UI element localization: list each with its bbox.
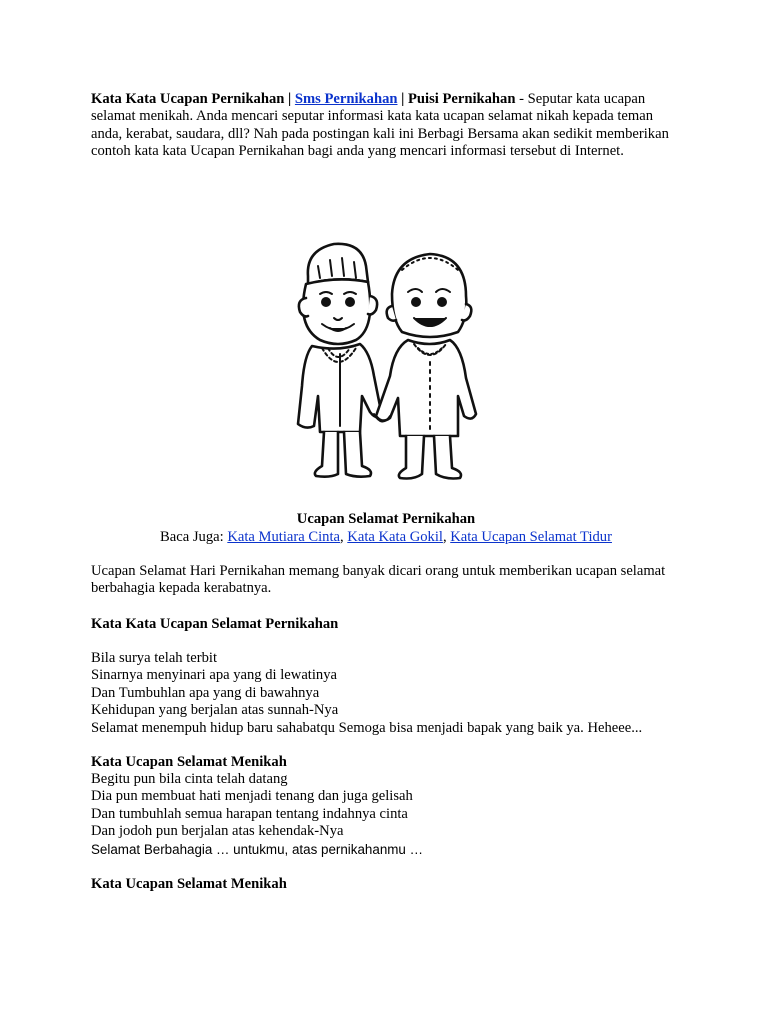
- link-kata-ucapan-selamat-tidur[interactable]: Kata Ucapan Selamat Tidur: [450, 529, 612, 545]
- baca-juga-label: Baca Juga:: [160, 529, 228, 545]
- poem-line: Sinarnya menyinari apa yang di lewatinya: [91, 667, 337, 684]
- link-kata-kata-gokil[interactable]: Kata Kata Gokil: [347, 529, 443, 545]
- intro-separator-1: |: [284, 91, 295, 107]
- poem-line: Bila surya telah terbit: [91, 650, 218, 666]
- wedding-couple-illustration: [290, 236, 480, 482]
- link-separator: ,: [340, 529, 348, 545]
- intro-title-part2: Puisi Pernikahan: [408, 91, 516, 107]
- intro-paragraph: [91, 91, 681, 161]
- poem-line: Dan tumbuhlah semua harapan tentang indahnya cinta: [91, 805, 408, 822]
- poem-line: Begitu pun bila cinta telah datang: [91, 771, 288, 787]
- section2-poem: [91, 771, 681, 858]
- intro-body: - Seputar kata ucapan selamat menikah. Anda mencari seputar informasi kata kata ucapan selamat nikah kepada teman anda, kerabat, saudara, dll? Nah pada postingan kali ini Berbagi Bersama akan sedikit memberikan contoh kata kata Ucapan Pernikahan bagi anda yang mencari informasi tersebut di Internet.: [91, 91, 669, 160]
- poem-line: Dia pun membuat hati menjadi tenang dan juga gelisah: [91, 788, 413, 805]
- section1-heading: Kata Kata Ucapan Selamat Pernikahan: [91, 616, 339, 632]
- intro-separator-2: |: [397, 91, 409, 107]
- poem-line: Kehidupan yang berjalan atas sunnah-Nya: [91, 702, 339, 719]
- section3-heading: Kata Ucapan Selamat Menikah: [91, 876, 287, 892]
- poem-last-line: Selamat Berbahagia … untukmu, atas pernikahanmu …: [91, 841, 423, 857]
- poem-line: Dan jodoh pun berjalan atas kehendak-Nya: [91, 823, 344, 840]
- poem-line: Dan Tumbuhlan apa yang di bawahnya: [91, 684, 320, 701]
- section2-heading: Kata Ucapan Selamat Menikah: [91, 754, 287, 770]
- intro-title-part1: Kata Kata Ucapan Pernikahan: [91, 91, 285, 107]
- image-caption-title: Ucapan Selamat Pernikahan: [296, 511, 476, 527]
- paragraph-ucapan: Ucapan Selamat Hari Pernikahan memang banyak dicari orang untuk memberikan ucapan selamat berbahagia kepada kerabatnya.: [91, 563, 666, 597]
- poem-line: Selamat menempuh hidup baru sahabatqu Semoga bisa menjadi bapak yang baik ya. Heheee...: [91, 719, 643, 736]
- baca-juga-line: [91, 529, 681, 546]
- link-kata-mutiara-cinta[interactable]: Kata Mutiara Cinta: [227, 529, 340, 545]
- section1-poem: [91, 650, 681, 737]
- link-separator: ,: [442, 529, 451, 545]
- sms-pernikahan-link[interactable]: Sms Pernikahan: [294, 91, 398, 107]
